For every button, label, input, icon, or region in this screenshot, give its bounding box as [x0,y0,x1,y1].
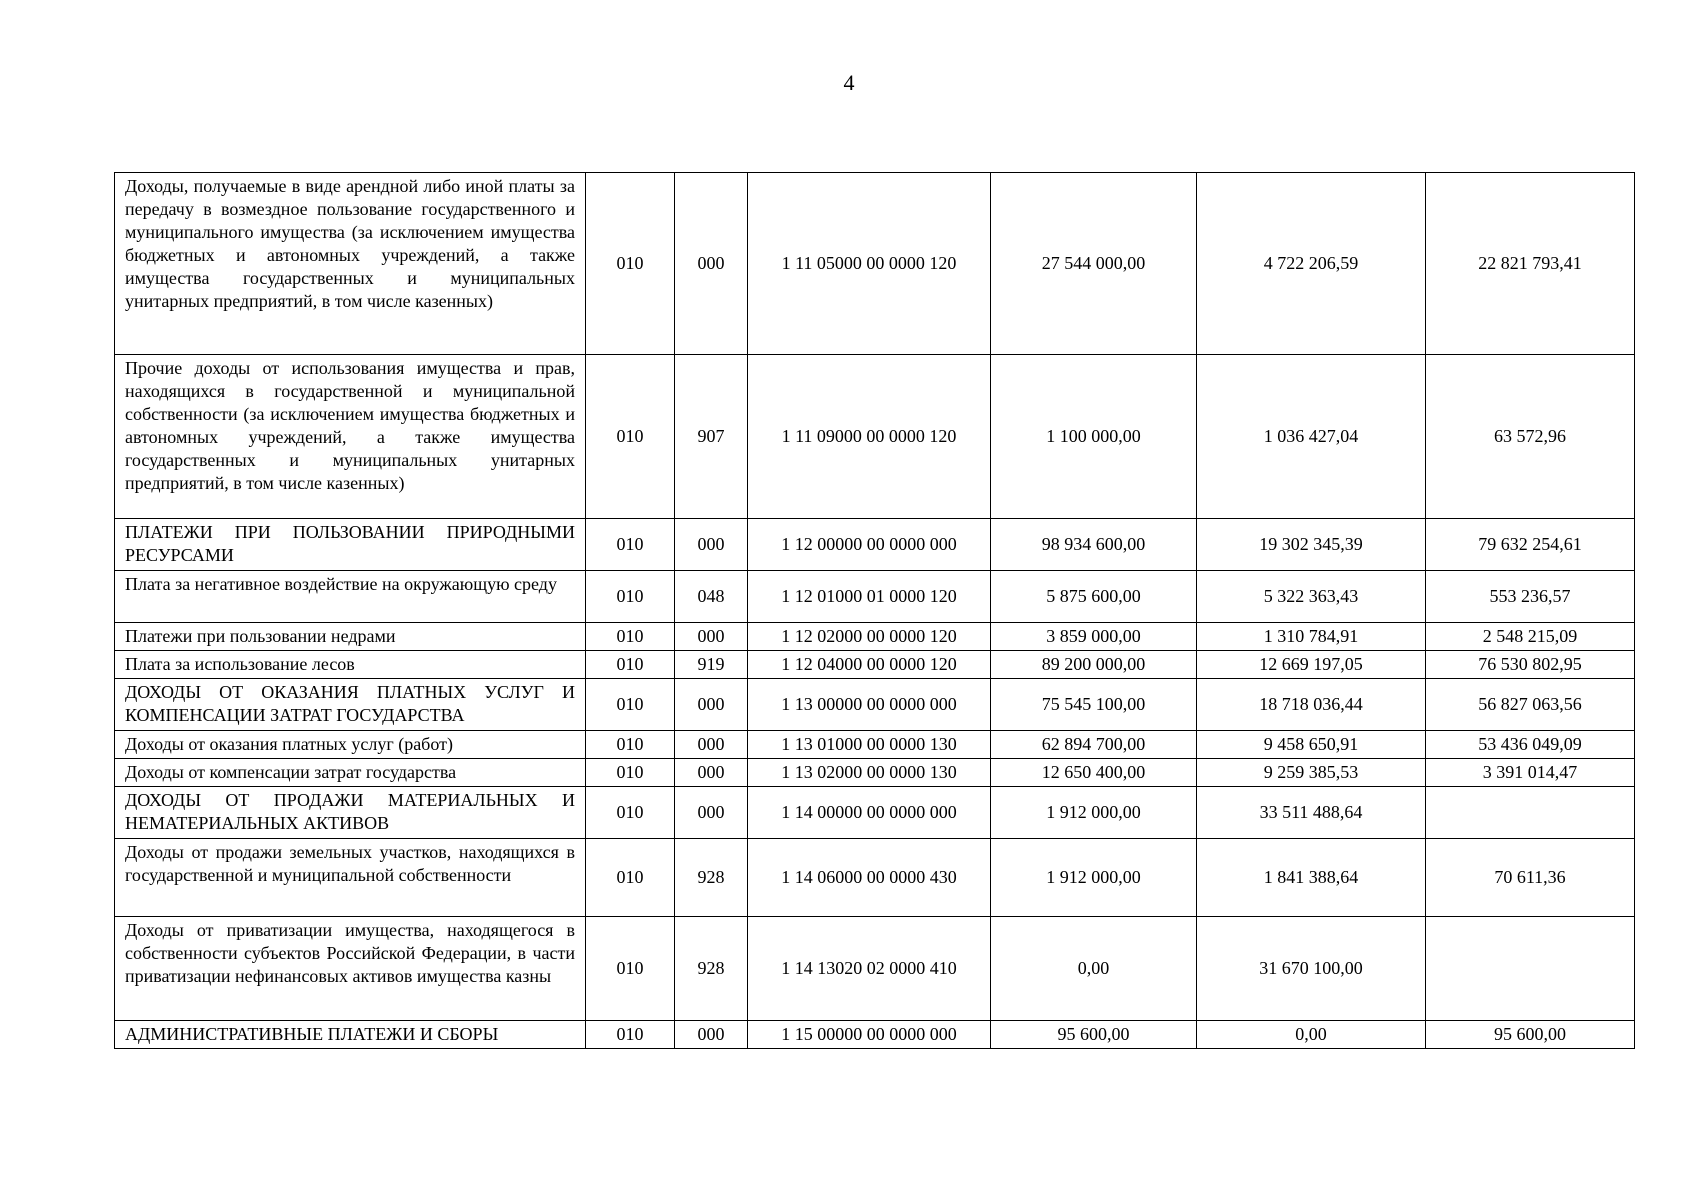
row-rest: 63 572,96 [1426,355,1635,519]
row-col-a: 010 [586,571,675,623]
row-col-b: 000 [675,731,748,759]
row-code: 1 13 00000 00 0000 000 [748,679,991,731]
income-table [114,172,1635,1049]
row-col-b: 919 [675,651,748,679]
row-name: Плата за использование лесов [115,651,586,679]
row-exec: 0,00 [1197,1021,1426,1049]
row-col-a: 010 [586,731,675,759]
row-name: Доходы от продажи земельных участков, находящихся в государственной и муниципальной собственности [115,839,586,917]
row-code: 1 13 01000 00 0000 130 [748,731,991,759]
row-plan: 75 545 100,00 [991,679,1197,731]
table-row [115,355,1635,519]
row-plan: 95 600,00 [991,1021,1197,1049]
row-col-a: 010 [586,679,675,731]
row-rest [1426,787,1635,839]
row-rest [1426,917,1635,1021]
row-col-b: 907 [675,355,748,519]
row-code: 1 14 06000 00 0000 430 [748,839,991,917]
row-col-a: 010 [586,173,675,355]
row-col-b: 000 [675,519,748,571]
table-row [115,519,1635,571]
table-row [115,651,1635,679]
row-exec: 5 322 363,43 [1197,571,1426,623]
row-plan: 1 912 000,00 [991,787,1197,839]
page-number: 4 [843,70,855,95]
row-rest: 53 436 049,09 [1426,731,1635,759]
row-code: 1 13 02000 00 0000 130 [748,759,991,787]
row-exec: 1 310 784,91 [1197,623,1426,651]
row-exec: 1 841 388,64 [1197,839,1426,917]
row-rest: 70 611,36 [1426,839,1635,917]
row-col-a: 010 [586,839,675,917]
row-plan: 98 934 600,00 [991,519,1197,571]
table-row [115,679,1635,731]
row-plan: 5 875 600,00 [991,571,1197,623]
row-rest: 56 827 063,56 [1426,679,1635,731]
row-col-b: 048 [675,571,748,623]
table-row [115,1021,1635,1049]
row-col-b: 000 [675,1021,748,1049]
row-col-b: 000 [675,623,748,651]
row-exec: 4 722 206,59 [1197,173,1426,355]
row-col-a: 010 [586,623,675,651]
row-plan: 27 544 000,00 [991,173,1197,355]
row-rest: 79 632 254,61 [1426,519,1635,571]
row-name: ДОХОДЫ ОТ ПРОДАЖИ МАТЕРИАЛЬНЫХ И НЕМАТЕРИАЛЬНЫХ АКТИВОВ [115,787,586,839]
row-col-b: 000 [675,173,748,355]
row-exec: 18 718 036,44 [1197,679,1426,731]
row-exec: 9 458 650,91 [1197,731,1426,759]
table-row [115,173,1635,355]
row-code: 1 12 00000 00 0000 000 [748,519,991,571]
row-rest: 22 821 793,41 [1426,173,1635,355]
row-rest: 3 391 014,47 [1426,759,1635,787]
row-code: 1 15 00000 00 0000 000 [748,1021,991,1049]
row-exec: 19 302 345,39 [1197,519,1426,571]
row-code: 1 12 04000 00 0000 120 [748,651,991,679]
row-name: Доходы от оказания платных услуг (работ) [115,731,586,759]
row-name: АДМИНИСТРАТИВНЫЕ ПЛАТЕЖИ И СБОРЫ [115,1021,586,1049]
table-row [115,623,1635,651]
row-col-a: 010 [586,1021,675,1049]
row-col-a: 010 [586,519,675,571]
row-col-b: 000 [675,679,748,731]
table-row [115,787,1635,839]
row-col-b: 928 [675,917,748,1021]
row-col-a: 010 [586,917,675,1021]
row-col-b: 928 [675,839,748,917]
row-col-b: 000 [675,787,748,839]
row-exec: 12 669 197,05 [1197,651,1426,679]
row-col-a: 010 [586,759,675,787]
row-plan: 1 912 000,00 [991,839,1197,917]
row-name: Плата за негативное воздействие на окружающую среду [115,571,586,623]
row-plan: 62 894 700,00 [991,731,1197,759]
row-name: Прочие доходы от использования имущества и прав, находящихся в государственной и муниципальной собственности (за исключением имущества бюджетных и автономных учреждений, а также имущества государственных и муниципальных унитарных предприятий, в том числе казенных) [115,355,586,519]
table-row [115,839,1635,917]
table-row [115,759,1635,787]
row-col-a: 010 [586,651,675,679]
row-exec: 31 670 100,00 [1197,917,1426,1021]
row-code: 1 11 05000 00 0000 120 [748,173,991,355]
table-row [115,917,1635,1021]
row-code: 1 11 09000 00 0000 120 [748,355,991,519]
row-code: 1 12 01000 01 0000 120 [748,571,991,623]
row-plan: 0,00 [991,917,1197,1021]
row-rest: 95 600,00 [1426,1021,1635,1049]
row-col-a: 010 [586,787,675,839]
table-row [115,731,1635,759]
row-plan: 3 859 000,00 [991,623,1197,651]
row-exec: 1 036 427,04 [1197,355,1426,519]
row-code: 1 12 02000 00 0000 120 [748,623,991,651]
row-name: Доходы от компенсации затрат государства [115,759,586,787]
row-plan: 1 100 000,00 [991,355,1197,519]
row-name: ДОХОДЫ ОТ ОКАЗАНИЯ ПЛАТНЫХ УСЛУГ И КОМПЕНСАЦИИ ЗАТРАТ ГОСУДАРСТВА [115,679,586,731]
row-rest: 553 236,57 [1426,571,1635,623]
row-exec: 9 259 385,53 [1197,759,1426,787]
row-plan: 89 200 000,00 [991,651,1197,679]
row-rest: 76 530 802,95 [1426,651,1635,679]
row-rest: 2 548 215,09 [1426,623,1635,651]
row-plan: 12 650 400,00 [991,759,1197,787]
row-exec: 33 511 488,64 [1197,787,1426,839]
row-name: Доходы от приватизации имущества, находящегося в собственности субъектов Российской Федерации, в части приватизации нефинансовых активов имущества казны [115,917,586,1021]
row-col-a: 010 [586,355,675,519]
row-col-b: 000 [675,759,748,787]
table-row [115,571,1635,623]
row-code: 1 14 00000 00 0000 000 [748,787,991,839]
row-name: ПЛАТЕЖИ ПРИ ПОЛЬЗОВАНИИ ПРИРОДНЫМИ РЕСУРСАМИ [115,519,586,571]
row-name: Платежи при пользовании недрами [115,623,586,651]
row-code: 1 14 13020 02 0000 410 [748,917,991,1021]
row-name: Доходы, получаемые в виде арендной либо иной платы за передачу в возмездное пользование государственного и муниципального имущества (за исключением имущества бюджетных и автономных учреждений, а также имущества государственных и муниципальных унитарных предприятий, в том числе казенных) [115,173,586,355]
